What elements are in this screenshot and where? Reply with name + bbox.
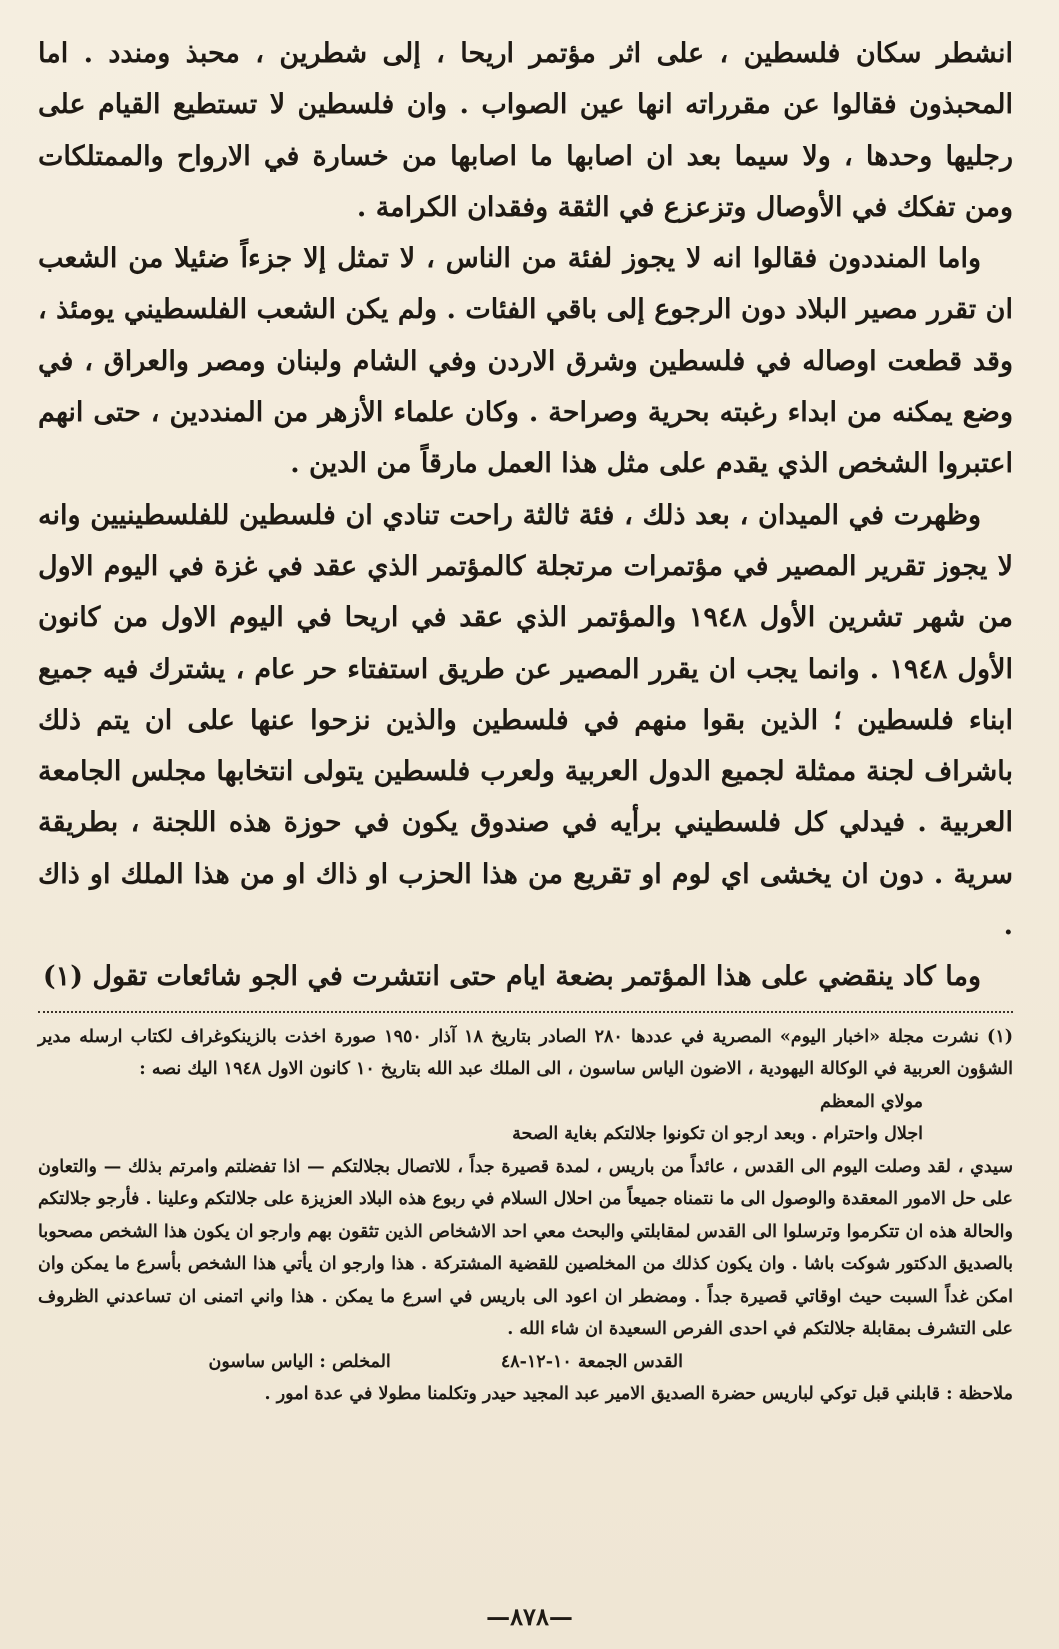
paragraph-4: وما كاد ينقضي على هذا المؤتمر بضعة ايام حتى انتشرت في الجو شائعات تقول (١): [42, 961, 981, 993]
main-text: [38, 28, 1013, 1003]
footnote-intro: (١) نشرت مجلة «اخبار اليوم» المصرية في عددها ٢٨٠ الصادر بتاريخ ١٨ آذار ١٩٥٠ صورة اخذت بالزينكوغراف لكتاب ارسله مدير الشؤون العربية في الوكالة اليهودية ، الاضون الياس ساسون ، الى الملك عبد الله بتاريخ ١٠ كانون الاول ١٩٤٨ اليك نصه :: [38, 1026, 1014, 1080]
paragraph-2: واما المنددون فقالوا انه لا يجوز لفئة من الناس ، لا تمثل إلا جزءاً ضئيلا من الشعب ان تقرر مصير البلاد دون الرجوع إلى باقي الفئات . ولم يكن الشعب الفلسطيني يومئذ ، وقد قطعت اوصاله في فلسطين وشرق الاردن وفي الشام ولبنان ومصر والعراق ، في وضع يمكنه من ابداء رغبته بحرية وصراحة . وكان علماء الأزهر من المنددين ، حتى انهم اعتبروا الشخص الذي يقدم على مثل هذا العمل مارقاً من الدين .: [38, 243, 1013, 480]
footnote: [38, 1021, 1013, 1411]
letter-signature: المخلص : الياس ساسون: [208, 1351, 391, 1372]
paragraph-1: انشطر سكان فلسطين ، على اثر مؤتمر اريحا ، إلى شطرين ، محبذ ومندد . اما المحبذون فقالوا عن مقرراته انها عين الصواب . وان فلسطين لا تستطيع القيام على رجليها وحدها ، ولا سيما بعد ان اصابها ما اصابها من خسارة في الارواح والممتلكات ومن تفكك في الأوصال وتزعزع في الثقة وفقدان الكرامة .: [38, 38, 1013, 223]
letter-date: القدس الجمعة ١٠-١٢-٤٨: [500, 1351, 683, 1372]
letter-body: سيدي ، لقد وصلت اليوم الى القدس ، عائداً من باريس ، لمدة قصيرة جداً ، للاتصال بجلالتكم — اذا تفضلتم وامرتم بذلك — والتعاون على حل الامور المعقدة والوصول الى ما نتمناه جميعاً من احلال السلام في ربوع هذه البلاد العزيزة على جلالتكم وعلينا . فأرجو جلالتكم والحالة هذه ان تتكرموا وترسلوا الى القدس لمقابلتي والبحث معي احد الاشخاص الذين تثقون بهم وارجو ان يكون هذا الشخص مصحوبا بالصديق الدكتور شوكت باشا . وان يكون كذلك من المخلصين للقضية المشتركة . هذا وارجو ان يأتي هذا الشخص بأسرع ما يمكن وان امكن غداً السبت حيث اوقاتي قصيرة جداً . ومضطر ان اعود الى باريس في اسرع ما يمكن . هذا واني اتمنى ان تساعدني الظروف على التشرف بمقابلة جلالتكم في احدى الفرص السعيدة ان شاء الله .: [38, 1156, 1013, 1340]
page-number: —٨٧٨—: [486, 1602, 573, 1631]
footnote-divider: [38, 1011, 1013, 1013]
letter-note: ملاحظة : قابلني قبل توكي لباريس حضرة الصديق الامير عبد المجيد حيدر وتكلمنا مطولا في عدة امور .: [264, 1384, 1013, 1405]
paragraph-3: وظهرت في الميدان ، بعد ذلك ، فئة ثالثة راحت تنادي ان فلسطين للفلسطينيين وانه لا يجوز تقرير المصير في مؤتمرات مرتجلة كالمؤتمر الذي عقد في غزة في اليوم الاول من شهر تشرين الأول ١٩٤٨ والمؤتمر الذي عقد في اريحا في اليوم الاول من كانون الأول ١٩٤٨ . وانما يجب ان يقرر المصير عن طريق استفتاء حر عام ، يشترك فيه جميع ابناء فلسطين ؛ الذين بقوا منهم في فلسطين والذين نزحوا عنها على ان يتم ذلك باشراف لجنة ممثلة لجميع الدول العربية ولعرب فلسطين يتولى انتخابها مجلس الجامعة العربية . فيدلي كل فلسطيني برأيه في صندوق يكون في حوزة هذه اللجنة ، بطريقة سرية . دون ان يخشى اي لوم او تقريع من هذا الحزب او ذاك او من هذا الملك او ذاك .: [38, 499, 1014, 942]
letter-signoff: [38, 1346, 1013, 1379]
letter-salutation: مولاي المعظم: [820, 1091, 923, 1112]
letter-greeting: اجلال واحترام . وبعد ارجو ان تكونوا جلالتكم بغاية الصحة: [512, 1124, 923, 1145]
